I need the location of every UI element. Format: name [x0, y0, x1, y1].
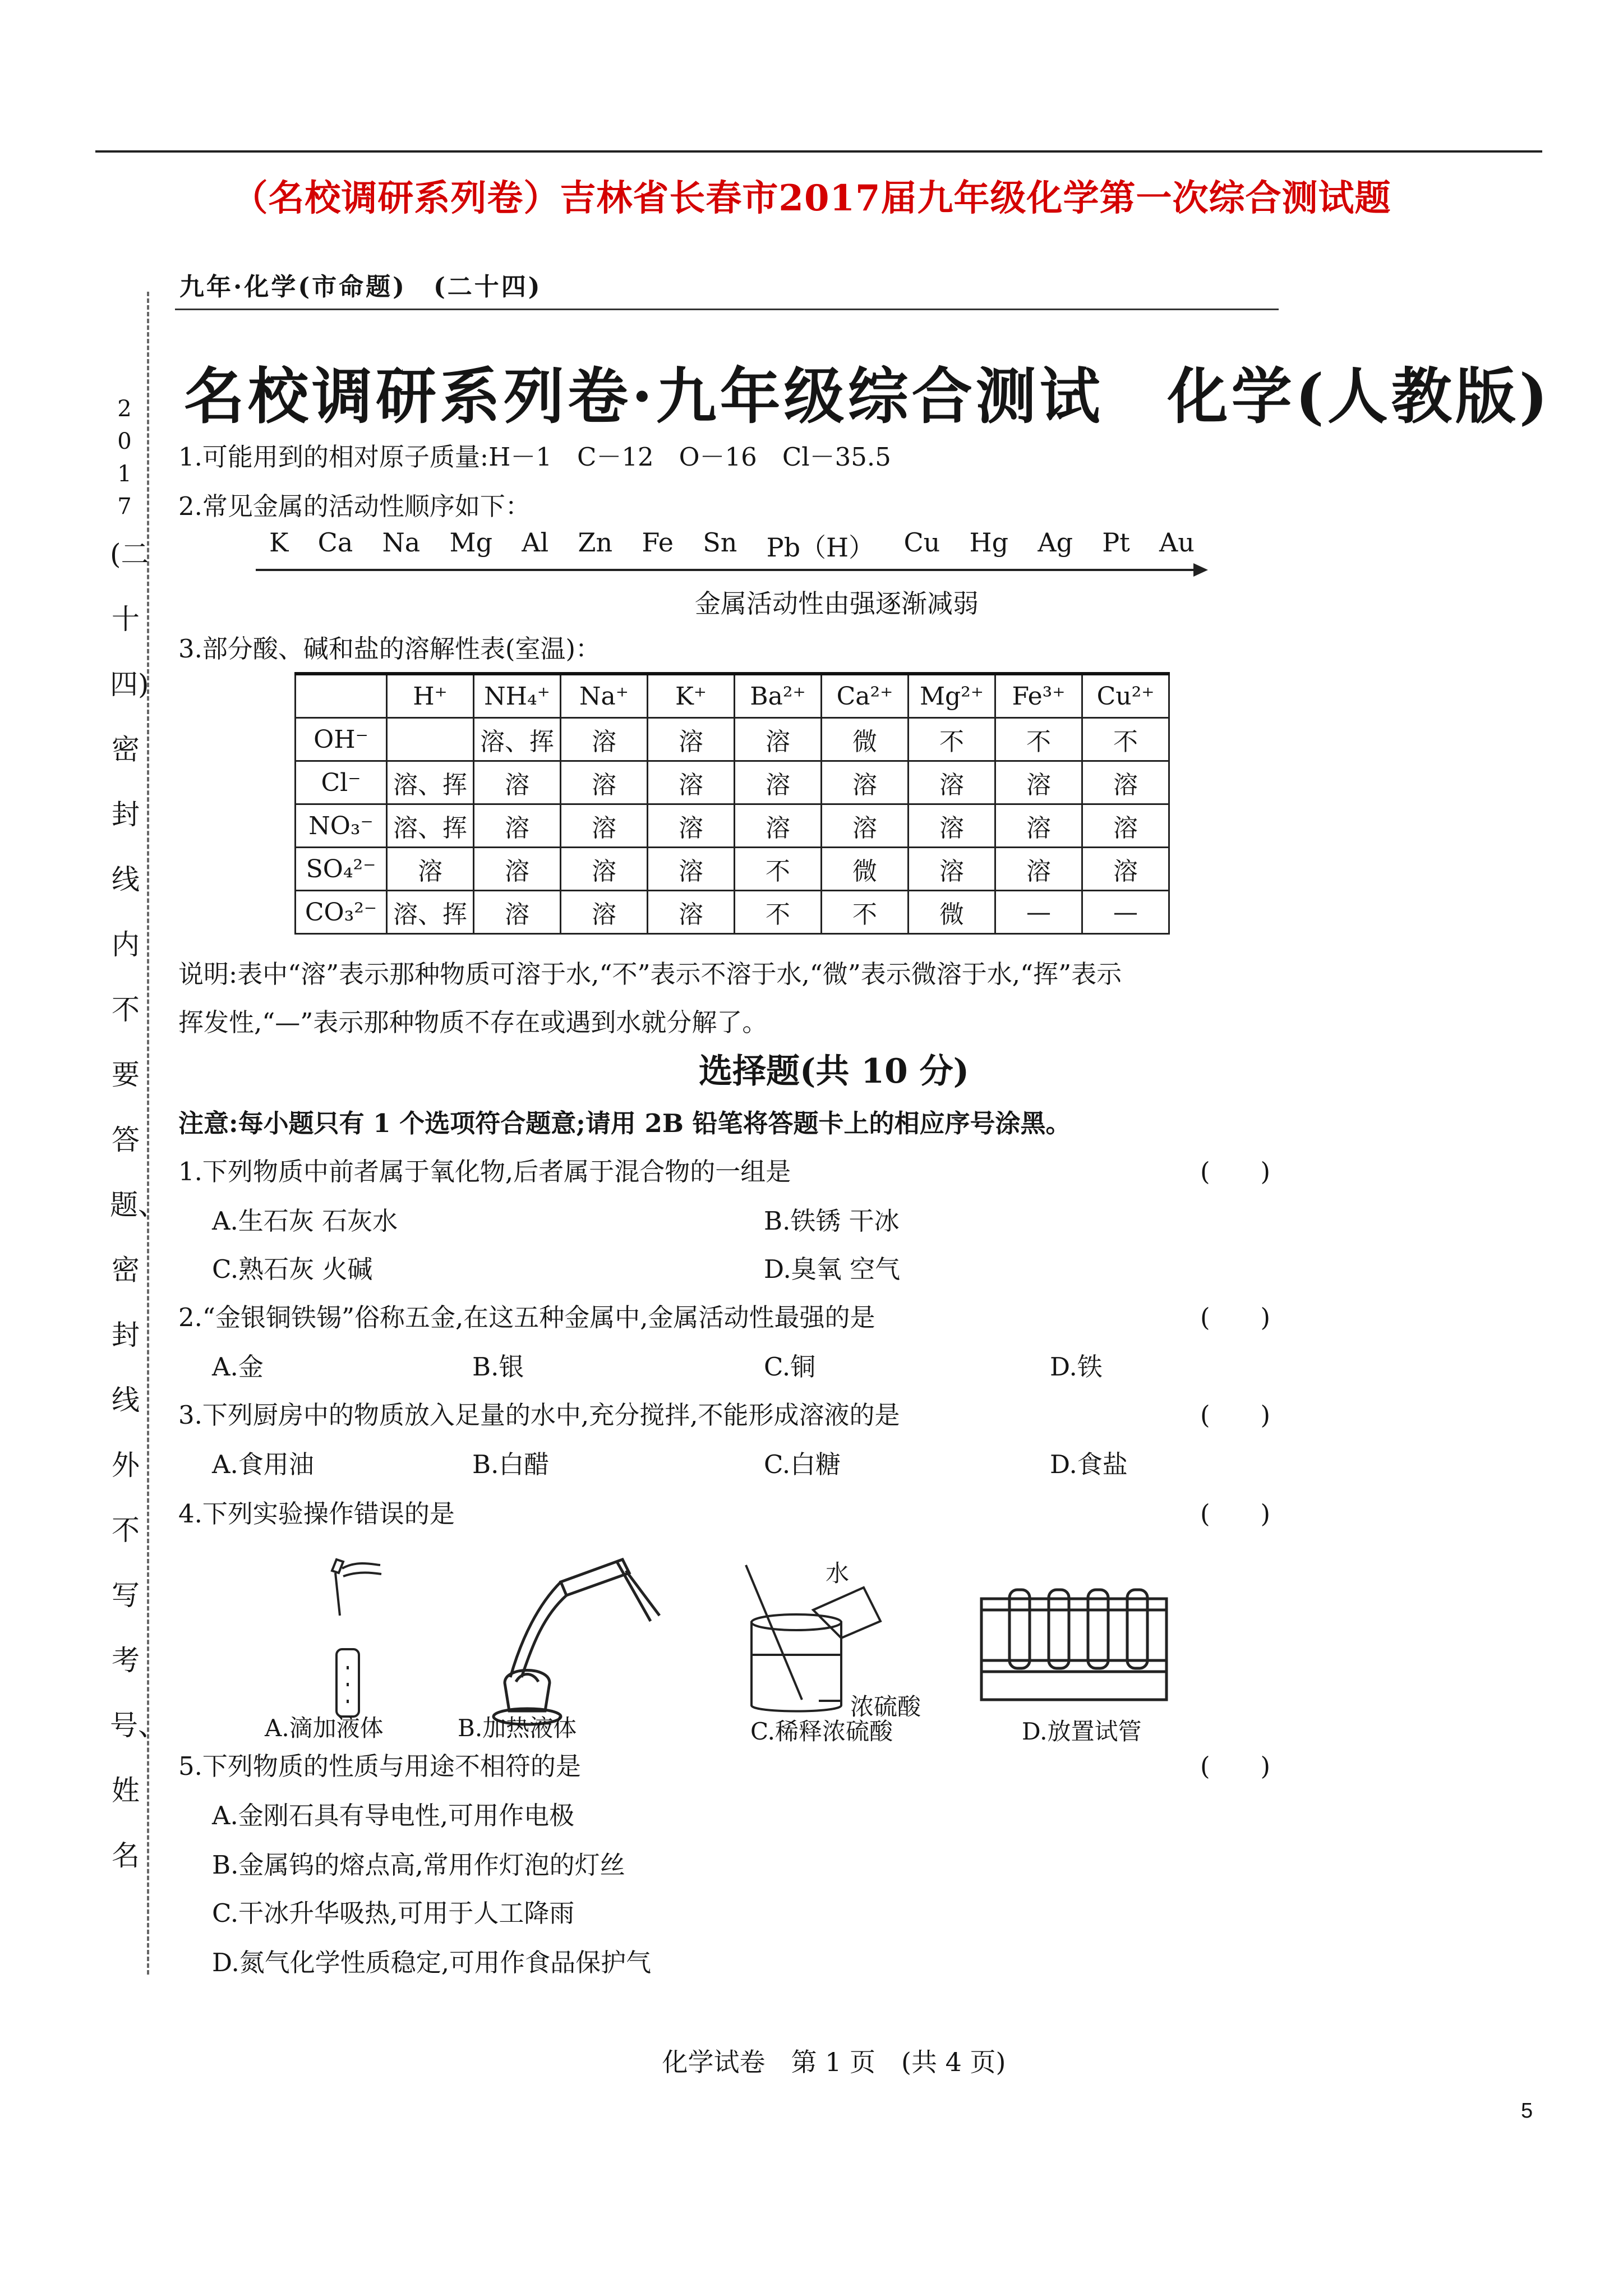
table-cell: —: [995, 891, 1082, 934]
question-1-option-c: C.熟石灰 火碱: [212, 1254, 373, 1284]
cation-header: Fe³⁺: [995, 674, 1082, 718]
answer-paren: ( ): [1200, 1499, 1271, 1529]
cation-header: Mg²⁺: [909, 674, 995, 718]
table-cell: 溶: [387, 848, 474, 891]
table-cell: 溶: [995, 848, 1082, 891]
table-cell: 溶: [735, 804, 822, 848]
table-cell: 溶: [909, 848, 995, 891]
margin-year: 2 0 1 7: [117, 396, 132, 519]
table-note-line1: 说明:表中“溶”表示那种物质可溶于水,“不”表示不溶于水,“微”表示微溶于水,“挥”表示: [178, 959, 1122, 989]
metal-symbol: Na: [382, 527, 421, 558]
question-3-option-b: B.白醋: [472, 1450, 550, 1479]
question-1-stem: 1.下列物质中前者属于氧化物,后者属于混合物的一组是: [178, 1157, 791, 1186]
solubility-table: [294, 672, 1170, 935]
table-cell: 溶: [474, 761, 561, 804]
cation-header: Ca²⁺: [822, 674, 909, 718]
table-row: [296, 804, 1169, 848]
table-cell: 溶: [1082, 761, 1169, 804]
margin-seal-text: (二十四)密封线内不要答题、密封线外不写考号、姓名: [110, 538, 166, 1872]
table-cell: 溶、挥: [474, 718, 561, 761]
table-cell: 溶: [735, 718, 822, 761]
question-3-option-a: A.食用油: [212, 1450, 314, 1479]
table-cell: 溶: [909, 804, 995, 848]
table-cell: [387, 718, 474, 761]
figure-label-a: A.滴加液体: [265, 1714, 384, 1742]
metal-symbol: K: [269, 527, 289, 558]
metal-symbol: Pt: [1102, 527, 1130, 558]
question-5-option-a: A.金刚石具有导电性,可用作电极: [212, 1801, 575, 1830]
metal-symbol: Al: [522, 527, 549, 558]
question-4-stem: 4.下列实验操作错误的是: [178, 1499, 455, 1529]
table-cell: 溶: [1082, 848, 1169, 891]
table-cell: 溶: [648, 848, 735, 891]
table-cell: 不: [909, 718, 995, 761]
metal-symbol: Pb（H）: [766, 532, 875, 563]
metal-symbol: Ag: [1038, 527, 1073, 558]
question-5-option-d: D.氮气化学性质稳定,可用作食品保护气: [212, 1948, 652, 1977]
heating-figure: [482, 1548, 667, 1733]
cation-header: Na⁺: [561, 674, 648, 718]
question-3-option-d: D.食盐: [1050, 1450, 1128, 1479]
question-2-option-a: A.金: [212, 1352, 264, 1382]
question-5-option-c: C.干冰升华吸热,可用于人工降雨: [212, 1898, 575, 1928]
activity-caption: 金属活动性由强逐渐减弱: [695, 588, 979, 619]
answer-paren: ( ): [1200, 1157, 1271, 1186]
dropper-figure: [303, 1554, 404, 1722]
anion-header: OH⁻: [296, 718, 387, 761]
table-cell: 溶: [648, 891, 735, 934]
table-cell: 溶: [561, 891, 648, 934]
table-header-row: [296, 674, 1169, 718]
question-5-option-b: B.金属钨的熔点高,常用作灯泡的灯丝: [212, 1850, 625, 1880]
table-cell: 不: [735, 891, 822, 934]
table-corner: [296, 674, 387, 718]
question-3-stem: 3.下列厨房中的物质放入足量的水中,充分搅拌,不能形成溶液的是: [178, 1400, 900, 1430]
table-cell: 溶: [995, 804, 1082, 848]
table-row: [296, 761, 1169, 804]
table-row: [296, 848, 1169, 891]
metal-symbol: Zn: [578, 527, 613, 558]
question-1-option-b: B.铁锈 干冰: [764, 1206, 900, 1236]
water-label: 水: [826, 1559, 850, 1587]
document-title: （名校调研系列卷）吉林省长春市2017届九年级化学第一次综合测试题: [232, 177, 1391, 219]
header-rule: [175, 309, 1279, 310]
main-title: 名校调研系列卷·九年级综合测试 化学(人教版): [184, 361, 1551, 432]
table-cell: 溶: [1082, 804, 1169, 848]
top-rule: [95, 150, 1542, 153]
table-cell: 微: [909, 891, 995, 934]
table-cell: 微: [822, 848, 909, 891]
table-cell: 不: [1082, 718, 1169, 761]
metal-symbol: Sn: [703, 527, 737, 558]
table-cell: 溶: [735, 761, 822, 804]
table-row: [296, 718, 1169, 761]
acid-label: 浓硫酸: [850, 1693, 921, 1720]
anion-header: CO₃²⁻: [296, 891, 387, 934]
table-cell: —: [1082, 891, 1169, 934]
table-cell: 不: [735, 848, 822, 891]
table-cell: 溶: [822, 804, 909, 848]
question-1-option-d: D.臭氧 空气: [764, 1254, 901, 1284]
table-cell: 溶: [648, 761, 735, 804]
question-2-option-c: C.铜: [764, 1352, 816, 1382]
table-cell: 溶: [648, 718, 735, 761]
figure-label-d: D.放置试管: [1022, 1718, 1142, 1745]
table-cell: 溶: [648, 804, 735, 848]
anion-header: NO₃⁻: [296, 804, 387, 848]
table-cell: 不: [822, 891, 909, 934]
page-number: 5: [1521, 2099, 1533, 2123]
table-cell: 溶: [561, 804, 648, 848]
question-2-option-d: D.铁: [1050, 1352, 1103, 1382]
table-cell: 溶: [822, 761, 909, 804]
answer-paren: ( ): [1200, 1303, 1271, 1332]
metal-symbol: Fe: [642, 527, 674, 558]
table-cell: 溶: [995, 761, 1082, 804]
question-1-option-a: A.生石灰 石灰水: [212, 1206, 398, 1236]
metal-symbol: Ca: [317, 527, 353, 558]
metal-symbol: Mg: [449, 527, 493, 558]
cation-header: NH₄⁺: [474, 674, 561, 718]
exam-header: 九年·化学(市命题) (二十四): [179, 273, 542, 301]
arrowhead-icon: [1193, 563, 1208, 577]
question-5-stem: 5.下列物质的性质与用途不相符的是: [178, 1751, 581, 1781]
table-cell: 微: [822, 718, 909, 761]
table-cell: 不: [995, 718, 1082, 761]
anion-header: SO₄²⁻: [296, 848, 387, 891]
figure-label-c: C.稀释浓硫酸: [750, 1718, 893, 1745]
metal-activity-series: [269, 527, 1195, 564]
activity-arrow: [256, 569, 1198, 571]
exam-footer: 化学试卷 第 1 页 (共 4 页): [662, 2047, 1006, 2077]
table-cell: 溶: [474, 804, 561, 848]
table-cell: 溶、挥: [387, 761, 474, 804]
cation-header: H⁺: [387, 674, 474, 718]
notice: 注意:每小题只有 1 个选项符合题意;请用 2B 铅笔将答题卡上的相应序号涂黑。: [178, 1108, 1071, 1138]
question-2-stem: 2.“金银铜铁锡”俗称五金,在这五种金属中,金属活动性最强的是: [178, 1303, 875, 1332]
question-2-option-b: B.银: [472, 1352, 524, 1382]
anion-header: Cl⁻: [296, 761, 387, 804]
table-cell: 溶: [909, 761, 995, 804]
answer-paren: ( ): [1200, 1751, 1271, 1781]
metal-symbol: Au: [1159, 527, 1195, 558]
question-3-option-c: C.白糖: [764, 1450, 841, 1479]
info-atomic-mass: 1.可能用到的相对原子质量:H－1 C－12 O－16 Cl－35.5: [178, 442, 891, 472]
info-activity-intro: 2.常见金属的活动性顺序如下：: [178, 491, 531, 521]
metal-symbol: Hg: [969, 527, 1009, 558]
info-solubility-intro: 3.部分酸、碱和盐的溶解性表(室温)：: [178, 634, 601, 664]
figure-label-b: B.加热液体: [458, 1714, 577, 1742]
table-row: [296, 891, 1169, 934]
table-cell: 溶: [474, 848, 561, 891]
cation-header: Ba²⁺: [735, 674, 822, 718]
table-cell: 溶: [561, 718, 648, 761]
metal-symbol: Cu: [903, 527, 940, 558]
table-cell: 溶、挥: [387, 891, 474, 934]
cation-header: Cu²⁺: [1082, 674, 1169, 718]
table-note-line2: 挥发性,“—”表示那种物质不存在或遇到水就分解了。: [178, 1007, 768, 1037]
section-title: 选择题(共 10 分): [698, 1052, 970, 1091]
answer-paren: ( ): [1200, 1400, 1271, 1430]
test-tube-rack-figure: [976, 1588, 1178, 1711]
table-cell: 溶: [561, 848, 648, 891]
table-cell: 溶: [561, 761, 648, 804]
table-cell: 溶、挥: [387, 804, 474, 848]
cation-header: K⁺: [648, 674, 735, 718]
table-cell: 溶: [474, 891, 561, 934]
